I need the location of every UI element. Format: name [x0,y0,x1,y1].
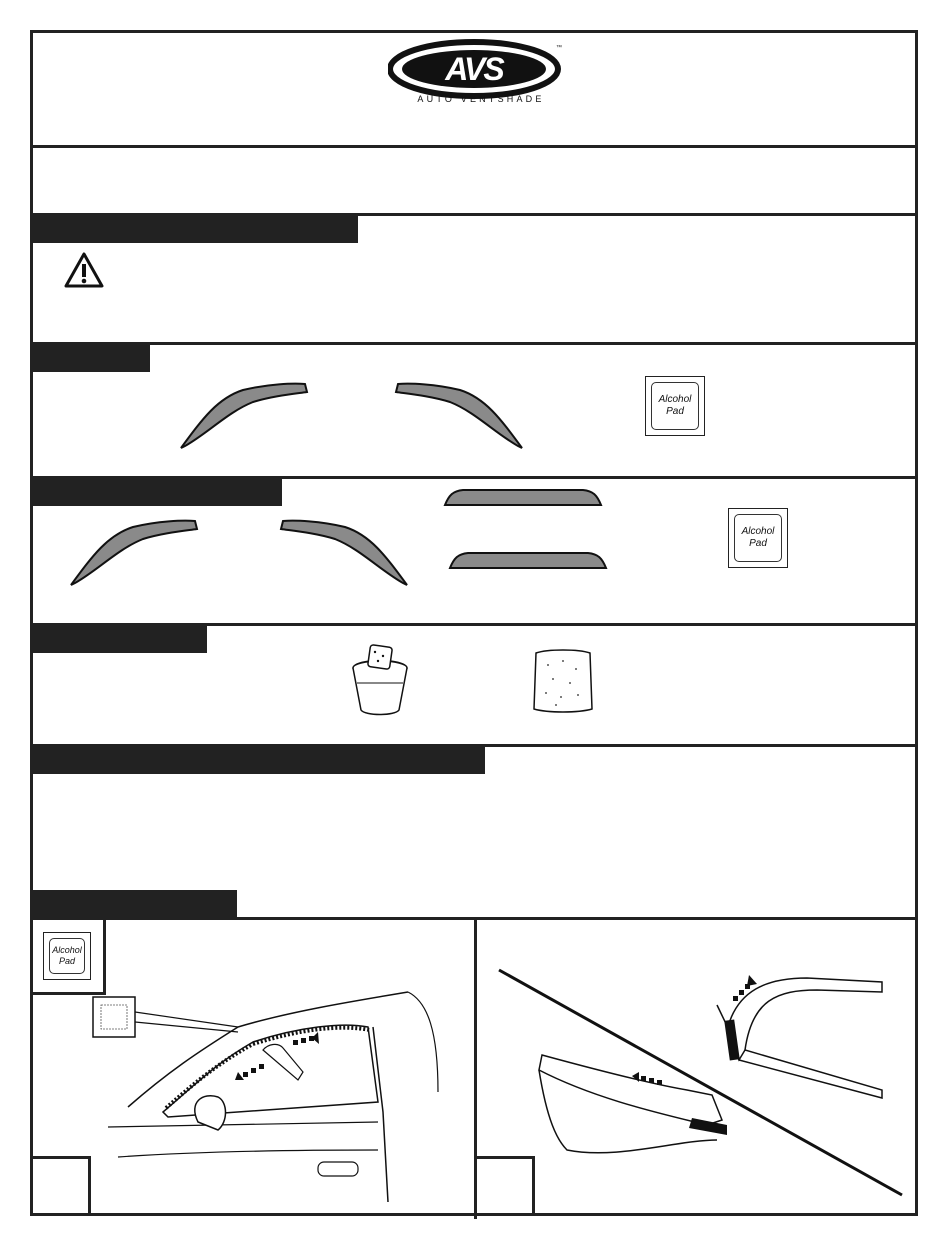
alcohol-pad-label: Pad [749,538,767,549]
alcohol-pad-label: Alcohol [52,945,82,955]
divider [33,342,915,345]
divider [33,145,915,148]
alcohol-pad-icon [728,508,788,568]
rear-visor-bottom [448,548,608,577]
section-header-bar [33,479,282,506]
section-header-bar [33,345,150,372]
alcohol-pad-label: Alcohol [658,394,692,405]
front-visor-left [63,515,203,592]
warning-icon [63,251,105,294]
section-header-bar [33,747,485,774]
logo-trademark: ™ [556,45,562,51]
logo-tagline: AUTO VENTSHADE [417,94,545,104]
section-header-bar [33,216,358,243]
instruction-sheet [30,30,918,1216]
car-door-illustration [88,972,458,1217]
bucket-sponge-icon [345,638,415,723]
step-2-panel [477,920,918,1216]
section-header-bar [33,890,237,917]
visor-install-illustration [477,920,918,1216]
rear-visor-top [443,485,603,514]
step-1-panel [33,920,474,1216]
step-number-box [33,1156,91,1216]
front-visor-left [173,378,313,455]
alcohol-pad-label: Pad [58,956,75,966]
alcohol-pad-icon [645,376,705,436]
logo-wordmark: AVS [445,51,503,87]
section-header-bar [33,626,207,653]
cloth-icon [528,645,598,722]
step-number-box [477,1156,535,1216]
alcohol-pad-label: Pad [666,406,684,417]
alcohol-pad-label: Alcohol [741,526,775,537]
front-visor-right [390,378,530,455]
alcohol-pad-icon [43,932,91,980]
front-visor-right [275,515,415,592]
